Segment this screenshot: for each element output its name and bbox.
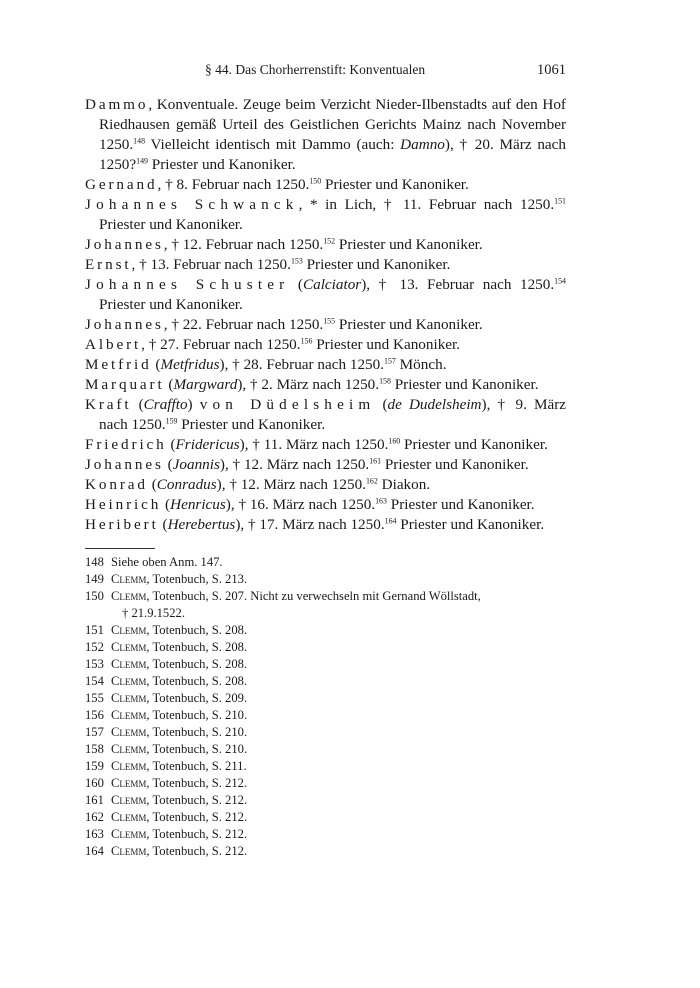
- footnote-text: Clemm, Totenbuch, S. 211.: [111, 759, 247, 773]
- footnote-text: Clemm, Totenbuch, S. 208.: [111, 674, 248, 688]
- entry-metfrid: Metfrid (Metfridus), † 28. Februar nach 1250.$^{157}$ Mönch.: [85, 356, 447, 373]
- footnote-ref: 164: [384, 516, 397, 526]
- footnote-number: 160: [85, 776, 104, 790]
- footnote-ref: 158: [379, 376, 391, 386]
- entry-name: Johannes: [85, 456, 164, 473]
- footnote: [85, 656, 566, 673]
- footnote-author: Clemm: [111, 674, 147, 688]
- footnote-author: Clemm: [111, 759, 147, 773]
- footnote-ref: 162: [365, 476, 378, 486]
- entry-friedrich: Friedrich (Fridericus), † 11. März nach 1250.$^{160}$ Priester und Kanoniker.: [85, 436, 548, 453]
- footnote-ref: 155: [323, 316, 336, 326]
- footnote: [85, 741, 566, 758]
- footnote-ref: 163: [375, 496, 387, 506]
- footnote-text: Siehe oben Anm. 147.: [111, 555, 223, 569]
- footnote-author: Clemm: [111, 708, 147, 722]
- footnote-author: Clemm: [111, 776, 147, 790]
- footnote-number: 158: [85, 742, 104, 756]
- entry-johannes-3: Johannes (Joannis), † 12. März nach 1250.$^{161}$ Priester und Kanoniker.: [85, 456, 529, 473]
- entry-kraft: Kraft (Craffto) von Düdelsheim (de Dudelsheim), † 9. März nach 1250.$^{159}$ Priester und Kanoniker.: [85, 396, 567, 433]
- footnote-author: Clemm: [111, 589, 147, 603]
- running-title: § 44. Das Chorherrenstift: Konventualen: [205, 62, 426, 77]
- footnote: [85, 690, 566, 707]
- footnote: [85, 792, 566, 809]
- footnote-number: 150: [85, 589, 104, 603]
- footnote-ref: 150: [309, 176, 322, 186]
- footnote: [85, 724, 566, 741]
- footnote-ref: 151: [554, 196, 566, 206]
- main-text: [85, 95, 566, 535]
- footnote-text: Clemm, Totenbuch, S. 212.: [111, 810, 248, 824]
- entry-name: Johannes Schuster: [85, 276, 290, 293]
- footnote-text: Clemm, Totenbuch, S. 212.: [111, 844, 248, 858]
- entry-marquart: Marquart (Margward), † 2. März nach 1250.$^{158}$ Priester und Kanoniker.: [85, 376, 539, 393]
- entry-name: Heinrich: [85, 496, 162, 513]
- footnote-author: Clemm: [111, 725, 147, 739]
- footnote: [85, 809, 566, 826]
- entry-name: Johannes: [85, 316, 164, 333]
- footnote-text: Clemm, Totenbuch, S. 208.: [111, 657, 248, 671]
- entry-johannes-1: Johannes, † 12. Februar nach 1250.$^{152}$ Priester und Kanoniker.: [85, 236, 483, 253]
- footnote-rule: [85, 548, 155, 549]
- footnote-number: 164: [85, 844, 104, 858]
- footnote-ref: 156: [300, 336, 313, 346]
- entry-heribert: Heribert (Herebertus), † 17. März nach 1250.$^{164}$ Priester und Kanoniker.: [85, 516, 545, 533]
- footnote-ref: 159: [165, 416, 178, 426]
- footnote: [85, 673, 566, 690]
- footnote-text: Clemm, Totenbuch, S. 207. Nicht zu verwechseln mit Gernand Wöllstadt, † 21.9.1522.: [111, 589, 481, 620]
- entry-name: Kraft: [85, 396, 132, 413]
- footnote: [85, 554, 566, 571]
- footnote-text: Clemm, Totenbuch, S. 210.: [111, 725, 248, 739]
- footnote-ref: 157: [384, 356, 396, 366]
- footnote: [85, 826, 566, 843]
- footnote-ref: 153: [290, 256, 303, 266]
- footnote: [85, 775, 566, 792]
- entry-albert: Albert, † 27. Februar nach 1250.$^{156}$ Priester und Kanoniker.: [85, 336, 461, 353]
- footnote-author: Clemm: [111, 691, 147, 705]
- footnote: [85, 707, 566, 724]
- footnote: [85, 758, 566, 775]
- footnote-number: 149: [85, 572, 104, 586]
- footnote-text: Clemm, Totenbuch, S. 210.: [111, 708, 248, 722]
- footnote-ref: 161: [369, 456, 382, 466]
- entry-name: Gernand: [85, 176, 158, 193]
- footnote-number: 155: [85, 691, 104, 705]
- entry-name: Marquart: [85, 376, 165, 393]
- entry-name: Johannes: [85, 236, 164, 253]
- footnote: [85, 843, 566, 860]
- entry-konrad: Konrad (Conradus), † 12. März nach 1250.$^{162}$ Diakon.: [85, 476, 431, 493]
- footnote-number: 162: [85, 810, 104, 824]
- entry-name: Johannes Schwanck: [85, 196, 299, 213]
- footnote-text: Clemm, Totenbuch, S. 210.: [111, 742, 248, 756]
- page-number: 1061: [537, 62, 566, 78]
- footnote-number: 159: [85, 759, 104, 773]
- entry-dammo: Dammo, Konventuale. Zeuge beim Verzicht Nieder-Ilbenstadts auf den Hof Riedhausen gemäß Urteil des Geistlichen Gerichts Mainz nach November 1250.$^{148}$ Vielleicht identisch mit Dammo (auch: Damno), † 20. März nach 1250?$^{149}$ Priester und Kanoniker.: [85, 96, 566, 173]
- footnote-author: Clemm: [111, 793, 147, 807]
- entry-ernst: Ernst, † 13. Februar nach 1250.$^{153}$ Priester und Kanoniker.: [85, 256, 451, 273]
- footnote-text: Clemm, Totenbuch, S. 213.: [111, 572, 248, 586]
- footnote-author: Clemm: [111, 657, 147, 671]
- footnote: [85, 622, 566, 639]
- footnote-text: Clemm, Totenbuch, S. 212.: [111, 776, 248, 790]
- entry-name-2: von Düdelsheim: [199, 396, 376, 413]
- footnote-ref: 149: [136, 156, 148, 166]
- footnote-text: Clemm, Totenbuch, S. 209.: [111, 691, 248, 705]
- footnote-author: Clemm: [111, 623, 147, 637]
- footnote-ref: 154: [554, 276, 566, 286]
- footnote-author: Clemm: [111, 742, 147, 756]
- footnote: [85, 639, 566, 656]
- entry-name: Metfrid: [85, 356, 152, 373]
- footnote-number: 156: [85, 708, 104, 722]
- footnote-number: 161: [85, 793, 104, 807]
- footnote-text: Clemm, Totenbuch, S. 212.: [111, 793, 248, 807]
- entry-name: Friedrich: [85, 436, 167, 453]
- footnote-author: Clemm: [111, 640, 147, 654]
- footnote-number: 153: [85, 657, 104, 671]
- footnote-number: 152: [85, 640, 104, 654]
- footnote-author: Clemm: [111, 810, 147, 824]
- entry-name: Konrad: [85, 476, 148, 493]
- entry-name: Ernst: [85, 256, 132, 273]
- entry-johannes-2: Johannes, † 22. Februar nach 1250.$^{155}$ Priester und Kanoniker.: [85, 316, 483, 333]
- footnotes: [85, 554, 566, 860]
- entry-gernand: Gernand, † 8. Februar nach 1250.$^{150}$ Priester und Kanoniker.: [85, 176, 469, 193]
- footnote-ref: 152: [323, 236, 336, 246]
- footnote-author: Clemm: [111, 844, 147, 858]
- entry-name: Heribert: [85, 516, 159, 533]
- footnote-text: Clemm, Totenbuch, S. 208.: [111, 640, 248, 654]
- footnote: [85, 571, 566, 588]
- footnote-number: 148: [85, 555, 104, 569]
- running-head: [85, 62, 566, 82]
- footnote-ref: 160: [388, 436, 401, 446]
- footnote-text: Clemm, Totenbuch, S. 212.: [111, 827, 248, 841]
- footnote-ref: 148: [133, 136, 146, 146]
- entry-name: Dammo: [85, 96, 149, 113]
- footnote-number: 151: [85, 623, 104, 637]
- entry-name: Albert: [85, 336, 142, 353]
- entry-johannes-schwanck: Johannes Schwanck, * in Lich, † 11. Februar nach 1250.$^{151}$ Priester und Kanoniker.: [85, 196, 566, 233]
- footnote-number: 157: [85, 725, 104, 739]
- entry-johannes-schuster: Johannes Schuster (Calciator), † 13. Februar nach 1250.$^{154}$ Priester und Kanoniker.: [85, 276, 566, 313]
- entry-heinrich: Heinrich (Henricus), † 16. März nach 1250.$^{163}$ Priester und Kanoniker.: [85, 496, 535, 513]
- footnote-author: Clemm: [111, 572, 147, 586]
- footnote-number: 154: [85, 674, 104, 688]
- footnote-text: Clemm, Totenbuch, S. 208.: [111, 623, 248, 637]
- footnote-author: Clemm: [111, 827, 147, 841]
- footnote: [85, 588, 566, 622]
- footnote-number: 163: [85, 827, 104, 841]
